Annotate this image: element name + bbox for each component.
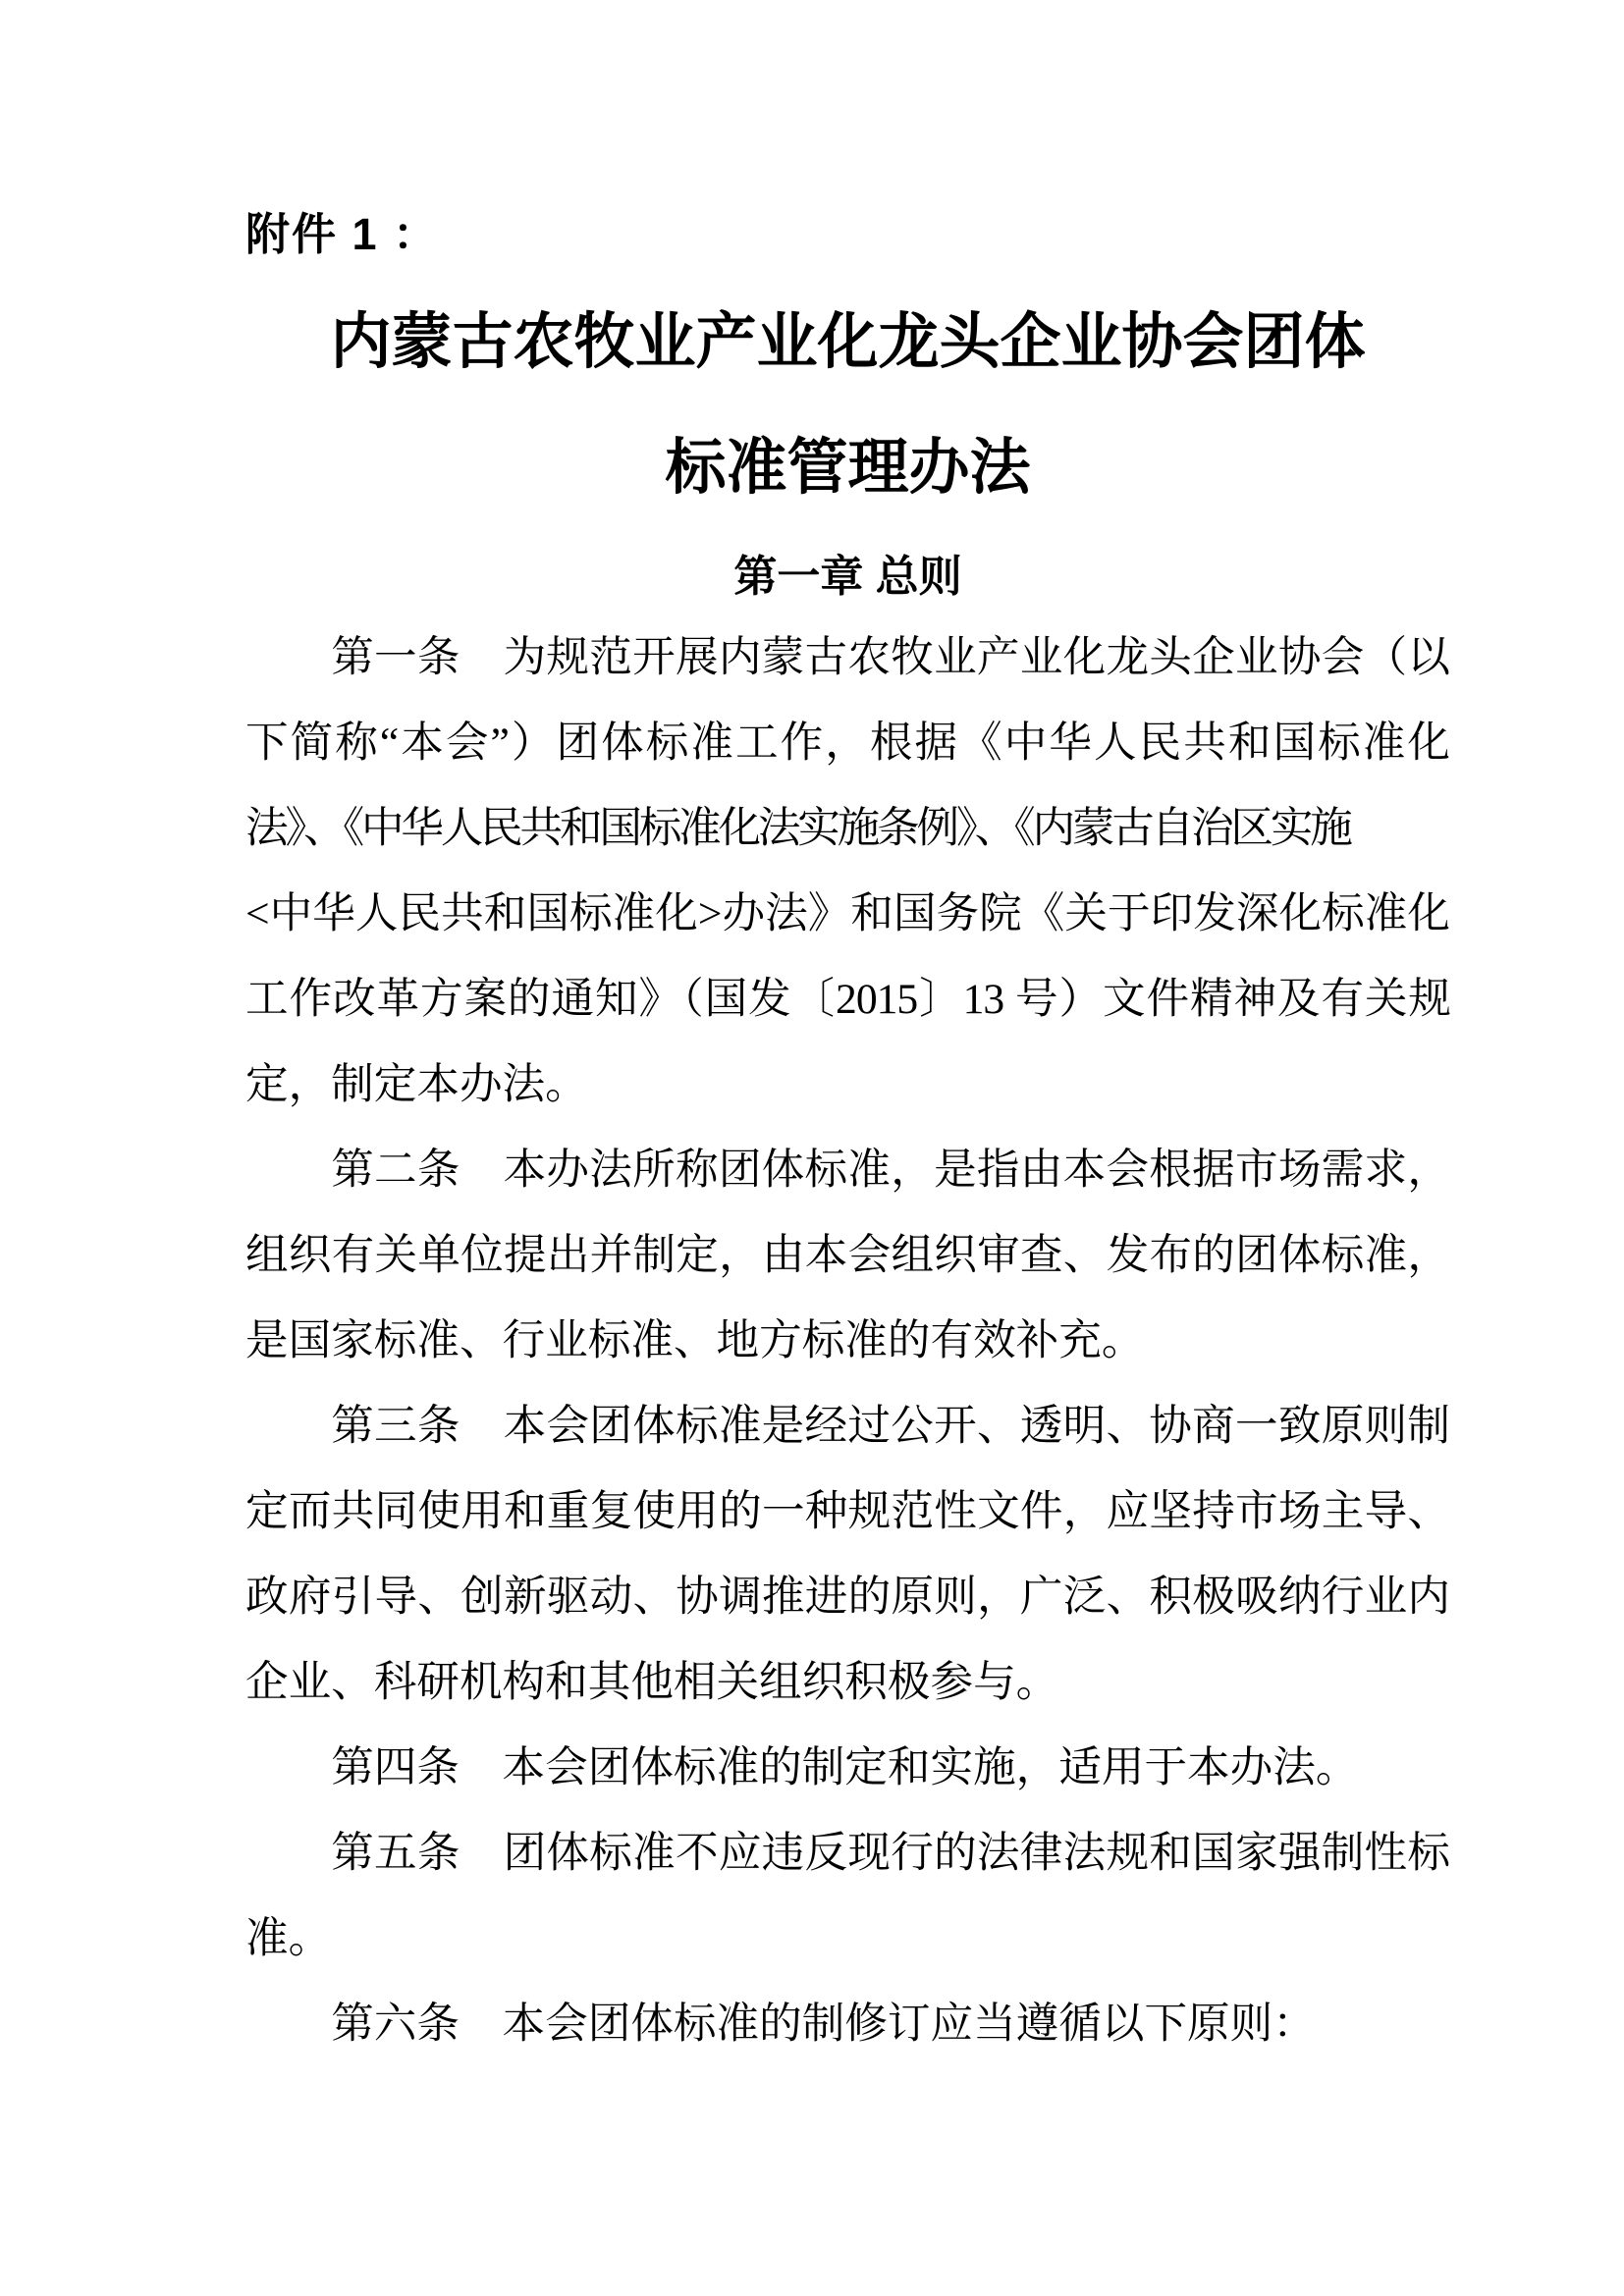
body-line-3: 法》、《中华人民共和国标准化法实施条例》、《内蒙古自治区实施 bbox=[245, 805, 1350, 852]
body-line-12: 政府引导、创新驱动、协调推进的原则，广泛、积极吸纳行业内 bbox=[245, 1574, 1450, 1621]
chapter-heading: 第一章 总则 bbox=[733, 553, 962, 601]
body-line-1: 第一条 为规范开展内蒙古农牧业产业化龙头企业协会（以 bbox=[331, 634, 1450, 681]
body-line-4: <中华人民共和国标准化>办法》和国务院《关于印发深化标准化 bbox=[245, 890, 1450, 937]
document-title-line1: 内蒙古农牧业产业化龙头企业协会团体 bbox=[330, 309, 1366, 376]
body-line-8: 组织有关单位提出并制定，由本会组织审查、发布的团体标准， bbox=[245, 1232, 1450, 1279]
document-title-line2: 标准管理办法 bbox=[665, 435, 1031, 502]
body-line-5: 工作改革方案的通知》（国发〔2015〕13 号）文件精神及有关规 bbox=[245, 976, 1450, 1023]
body-line-7: 第二条 本办法所称团体标准，是指由本会根据市场需求， bbox=[331, 1147, 1450, 1194]
body-line-9: 是国家标准、行业标准、地方标准的有效补充。 bbox=[245, 1317, 1145, 1364]
body-line-11: 定而共同使用和重复使用的一种规范性文件，应坚持市场主导、 bbox=[245, 1488, 1450, 1535]
body-line-17: 第六条 本会团体标准的制修订应当遵循以下原则： bbox=[331, 2001, 1316, 2048]
document-body bbox=[245, 615, 1450, 2067]
body-line-13: 企业、科研机构和其他相关组织积极参与。 bbox=[245, 1659, 1059, 1706]
body-line-16: 准。 bbox=[245, 1915, 332, 1962]
body-line-10: 第三条 本会团体标准是经过公开、透明、协商一致原则制 bbox=[331, 1403, 1450, 1450]
body-line-6: 定，制定本办法。 bbox=[245, 1061, 588, 1108]
body-line-15: 第五条 团体标准不应违反现行的法律法规和国家强制性标 bbox=[331, 1830, 1450, 1877]
body-line-14: 第四条 本会团体标准的制定和实施，适用于本办法。 bbox=[331, 1744, 1359, 1791]
attachment-label: 附件 1 ： bbox=[245, 209, 440, 259]
body-line-2: 下简称“本会”）团体标准工作，根据《中华人民共和国标准化 bbox=[245, 720, 1450, 767]
